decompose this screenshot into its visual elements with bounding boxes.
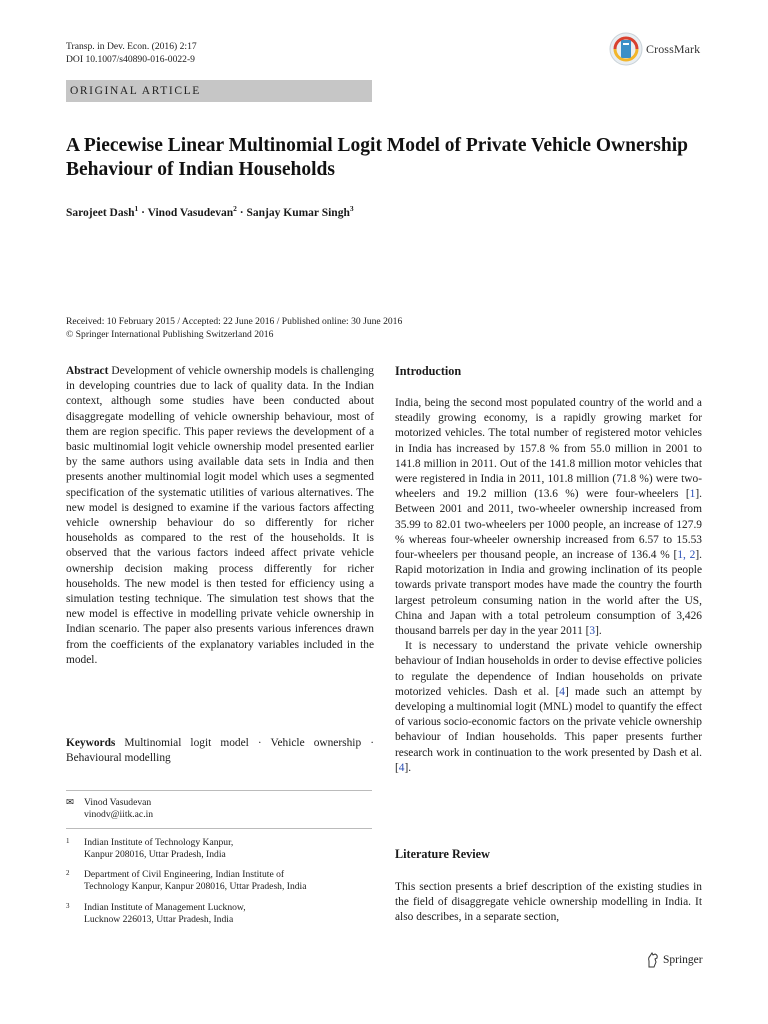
journal-line: Transp. in Dev. Econ. (2016) 2:17 xyxy=(66,41,197,52)
keywords xyxy=(66,736,374,766)
literature-paragraph: This section presents a brief description of the existing studies in the field of disaggregate vehicle ownership modelling in India. It also describes, in a separate section, xyxy=(395,881,702,924)
doi-line: DOI 10.1007/s40890-016-0022-9 xyxy=(66,54,195,65)
affiliation-line: Indian Institute of Management Lucknow, xyxy=(84,902,246,913)
literature-review-body xyxy=(395,880,702,926)
citation-link[interactable]: 1, 2 xyxy=(677,549,696,562)
corresponding-author-name: Vinod Vasudevan xyxy=(84,797,152,808)
footnote-divider xyxy=(66,828,372,829)
publisher-name: Springer xyxy=(663,954,703,966)
affiliation-line: Indian Institute of Technology Kanpur, xyxy=(84,837,234,848)
crossmark-badge[interactable] xyxy=(609,32,700,66)
affiliation-line: Department of Civil Engineering, Indian Institute of xyxy=(84,869,285,880)
introduction-heading: Introduction xyxy=(395,364,462,378)
paragraph-text: It is necessary to understand the private vehicle ownership behaviour of Indian households in order to devise effective policies to regulate the dependence of Indian households on private motorized vehicles. Dash et al. [ xyxy=(395,640,702,698)
affiliation-line: Lucknow 226013, Uttar Pradesh, India xyxy=(84,914,234,926)
affiliation-number: 1 xyxy=(66,837,70,845)
citation-link[interactable]: 3 xyxy=(589,625,596,638)
publication-dates xyxy=(66,315,402,341)
crossmark-label: CrossMark xyxy=(646,41,701,56)
paragraph-text: ]. xyxy=(404,761,412,774)
affiliation-line: Kanpur 208016, Uttar Pradesh, India xyxy=(84,849,226,861)
abstract-label: Abstract xyxy=(66,365,109,377)
author-separator: · xyxy=(236,206,247,219)
introduction-body xyxy=(395,396,702,776)
crossmark-icon xyxy=(609,32,643,66)
affiliation-line: Technology Kanpur, Kanpur 208016, Uttar Pradesh, India xyxy=(84,881,307,893)
author-name: Sanjay Kumar Singh xyxy=(246,206,350,219)
author-affiliation-number: 2 xyxy=(233,204,237,213)
history-dates: Received: 10 February 2015 / Accepted: 22 June 2016 / Published online: 30 June 2016 xyxy=(66,316,403,327)
author-affiliation-number: 3 xyxy=(349,204,354,213)
springer-logo xyxy=(646,952,703,968)
paragraph-text: ]. Between 2001 and 2011, two-wheeler ownership increased from 35.99 to 82.01 two-wheelers per 1000 people, an increase of 127.9 % whereas four-wheeler ownership increased from 6.57 to 15.53 four-wheelers per thousand people, an increase of 136.4 % [ xyxy=(395,488,702,562)
literature-review-heading: Literature Review xyxy=(395,847,490,861)
footnote-divider xyxy=(66,790,372,791)
keywords-text: Multinomial logit model · Vehicle ownership · Behavioural modelling xyxy=(66,737,374,765)
copyright-line: © Springer International Publishing Switzerland 2016 xyxy=(66,329,274,340)
paragraph-text: India, being the second most populated country of the world and a steadily growing economy, is a rapidly growing market for motorized vehicles. The total number of registered motor vehicles in India has increased by 157.8 % from 55.0 million in 2001 to 141.8 million in 2011. Out of the 141.8 million motor vehicles that were registered in India in 2011, 101.8 million (71.8 %) were two-wheelers and 19.2 million (13.6 %) were four-wheelers [ xyxy=(395,397,702,501)
paragraph-text: ]. xyxy=(595,625,602,638)
citation-link[interactable]: 1 xyxy=(689,488,696,501)
springer-horse-icon xyxy=(646,952,660,968)
paper-title: A Piecewise Linear Multinomial Logit Model of Private Vehicle Ownership Behaviour of Indian Households xyxy=(66,135,688,180)
affiliation-number: 2 xyxy=(66,869,70,877)
author-name: Vinod Vasudevan xyxy=(147,206,234,219)
citation-link[interactable]: 4 xyxy=(559,685,565,698)
corresponding-author-email[interactable]: vinodv@iitk.ac.in xyxy=(84,809,154,821)
keywords-label: Keywords xyxy=(66,737,116,749)
article-type-banner: ORIGINAL ARTICLE xyxy=(66,80,372,102)
introduction-paragraph xyxy=(395,396,702,639)
paragraph-text: ] made such an attempt by developing a multinomial logit (MNL) model to quantify the effect of various socio-economic factors on the private vehicle ownership behaviour of Indian households. This paper presents further research work in continuation to the work presented by Dash et al. [ xyxy=(395,685,702,774)
abstract-text: Development of vehicle ownership models is challenging in developing countries due to lack of quality data. In the Indian context, although some studies have been conducted about disaggregate modelling of vehicle ownership behaviour, most of them are region specific. This paper reviews the development of a basic multinomial logit vehicle ownership model presented earlier by the same authors using available data sets in India and then presents another multinomial logit model which uses a segmented specification of the systematic utilities of various alternatives. The new model is designed to examine if the various factors affecting vehicle ownership behaviour do so differently for richer households as compared to the rest of the households. It is observed that the various factors indeed affect private vehicle ownership decision making process differently for richer households. The new model is then tested for efficiency using a simulation testing technique. The simulation test shows that the new model is effective in modelling private vehicle ownership in Indian scenario. The paper also presents various inferences drawn from the coefficients of the explanatory variables included in the model. xyxy=(66,365,374,666)
envelope-icon: ✉ xyxy=(66,797,75,808)
author-list xyxy=(66,204,354,219)
author-name: Sarojeet Dash xyxy=(66,206,135,219)
author-affiliation-number: 1 xyxy=(134,204,139,213)
journal-citation xyxy=(66,40,197,66)
introduction-paragraph xyxy=(395,639,702,776)
author-separator: · xyxy=(138,206,148,219)
citation-link[interactable]: 4 xyxy=(398,761,405,774)
affiliation-number: 3 xyxy=(66,902,70,910)
abstract xyxy=(66,364,374,668)
paragraph-text: ]. Rapid motorization in India and growing inclination of its people towards private transport modes have made the country the fourth largest petroleum consuming nation in the world after the US, China and Japan with a total petroleum consumption of 3,426 thousand barrels per day in the year 2011 [ xyxy=(395,549,702,638)
